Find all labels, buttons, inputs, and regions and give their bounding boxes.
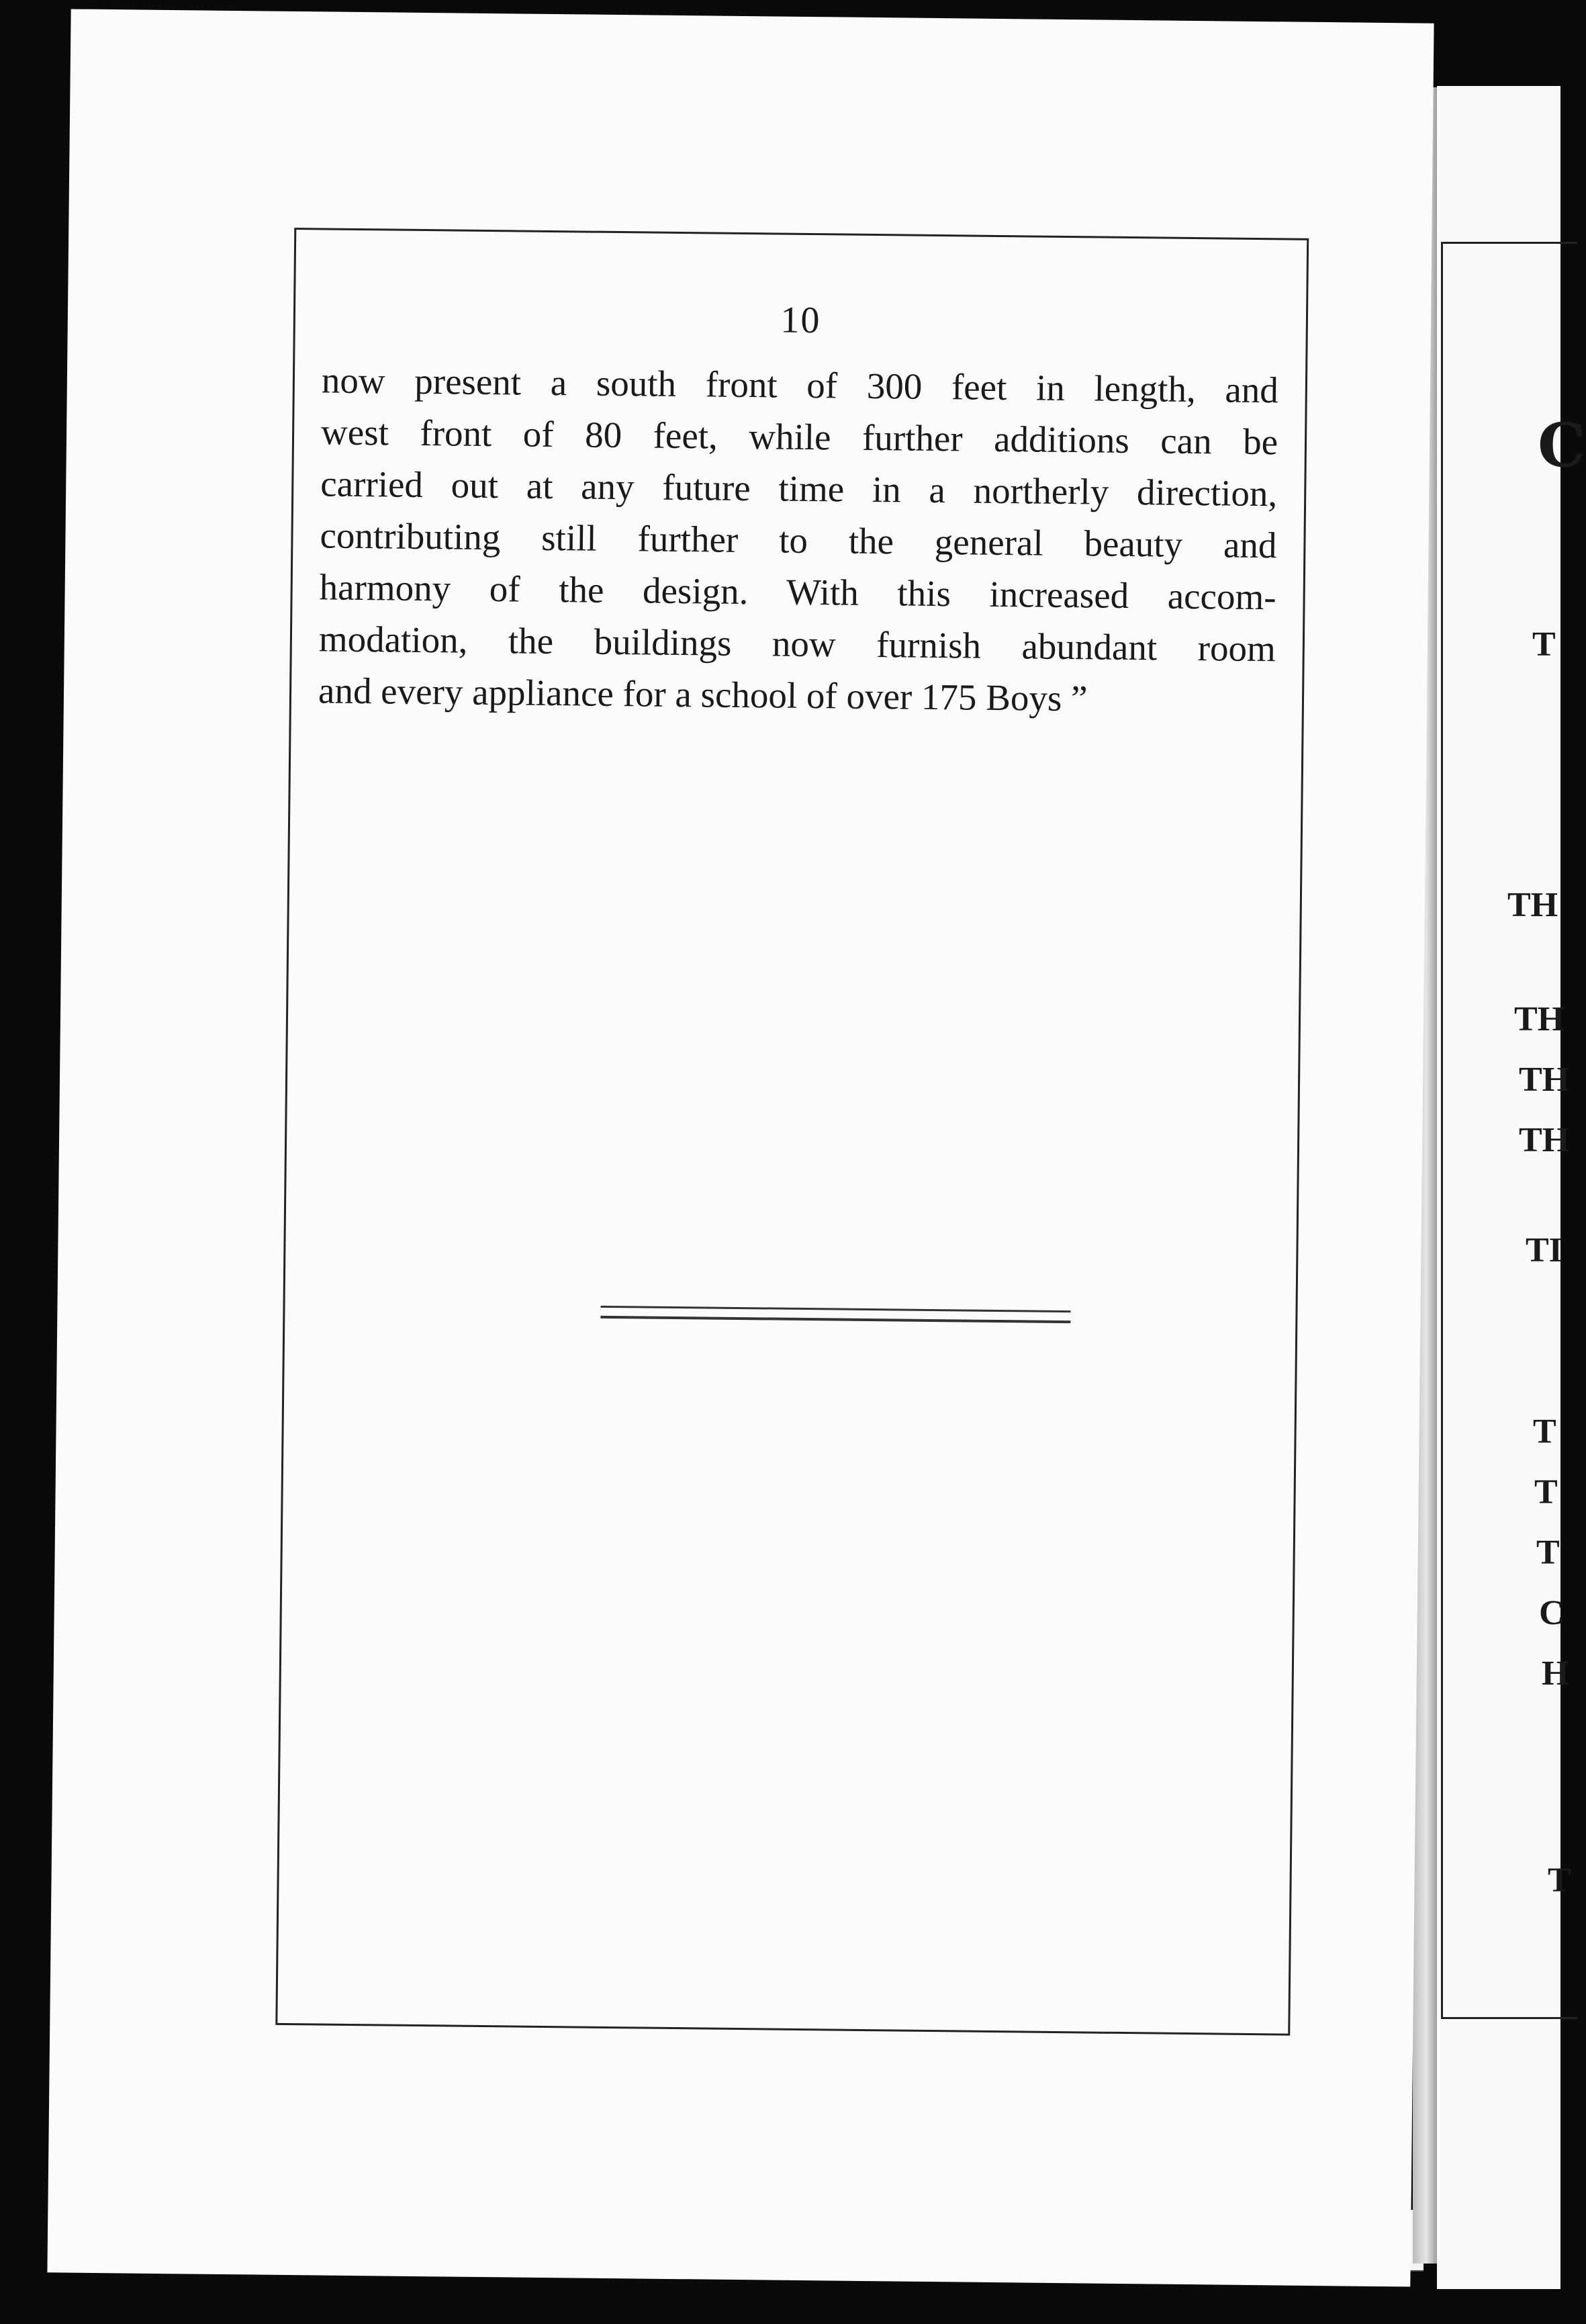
text-line: modation, the buildings now furnish abundant room [318, 618, 1276, 670]
facing-page-fragment: T [1532, 625, 1556, 664]
facing-page-fragment: TH [1519, 1061, 1570, 1099]
facing-page-fragment: T [1548, 1861, 1571, 1900]
facing-page-fragment: TI [1526, 1231, 1562, 1269]
page-number: 10 [780, 299, 821, 342]
text-line: and every appliance for a school of over 175 Boys ” [318, 670, 1088, 719]
facing-page-fragment: TH [1519, 1121, 1570, 1159]
text-line: harmony of the design. With this increased accom- [319, 566, 1276, 618]
double-rule-divider [600, 1306, 1070, 1323]
text-line: now present a south front of 300 feet in length, and [321, 359, 1279, 411]
left-page [47, 9, 1434, 2286]
facing-page-fragment: C [1539, 1594, 1565, 1632]
page-frame [275, 228, 1309, 2036]
text-line: west front of 80 feet, while further additions can be [320, 411, 1278, 463]
text-line: carried out at any future time in a northerly direction, [320, 463, 1278, 515]
facing-page-fragment: T [1534, 1473, 1558, 1511]
facing-page-heading: C [1538, 410, 1586, 481]
facing-page-fragment: T [1533, 1413, 1556, 1451]
facing-page-fragment: TH [1514, 1000, 1565, 1038]
body-text [318, 354, 1279, 726]
text-line: contributing still further to the general beauty and [320, 515, 1277, 566]
facing-page-fragment: H [1542, 1654, 1569, 1693]
facing-page-fragment: T [1536, 1533, 1560, 1572]
facing-page-fragment: TH [1507, 886, 1558, 924]
